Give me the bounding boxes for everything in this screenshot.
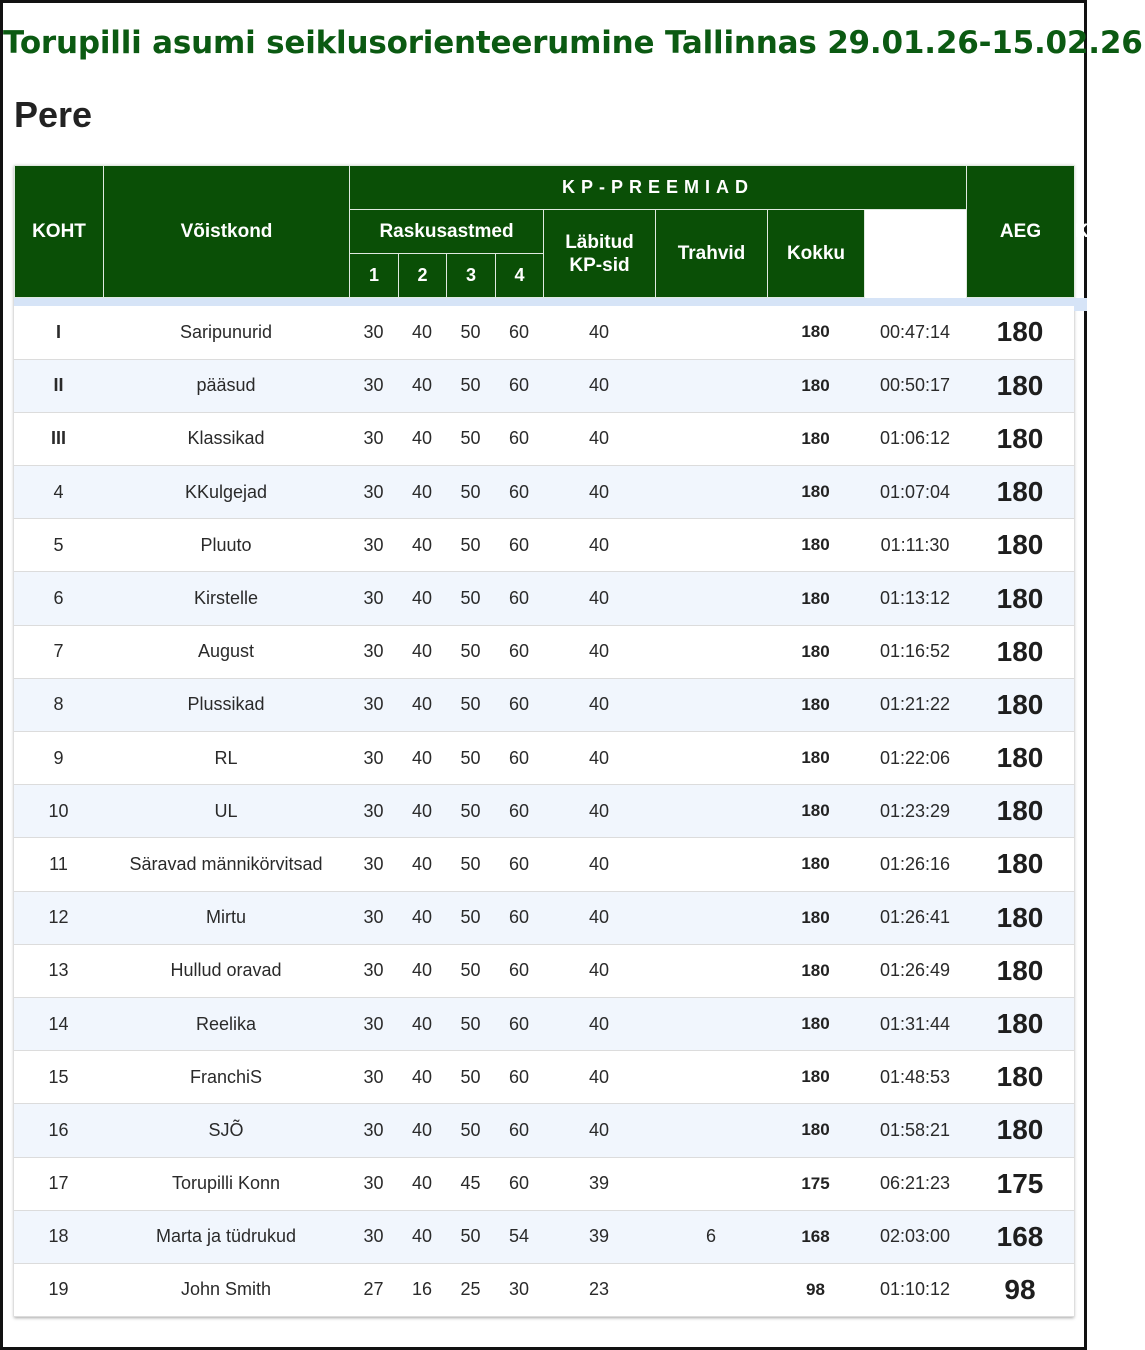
table-row[interactable] [14,1104,1074,1157]
cell-team: Reelika [103,997,349,1050]
cell-place: 10 [14,785,103,838]
cell-place: 13 [14,944,103,997]
cell-level-2: 40 [398,519,446,572]
cell-place: 15 [14,1051,103,1104]
cell-time: 01:26:16 [864,838,966,891]
cell-total: 180 [966,944,1074,997]
cell-time: 01:58:21 [864,1104,966,1157]
cell-kp-total: 180 [767,625,864,678]
cell-penalty [655,997,767,1050]
cell-penalty: 6 [655,1210,767,1263]
cell-place: 8 [14,678,103,731]
cell-level-2: 40 [398,891,446,944]
cell-team: Plussikad [103,678,349,731]
table-row[interactable] [14,997,1074,1050]
cell-time: 01:26:49 [864,944,966,997]
cell-level-3: 50 [446,732,495,785]
cell-kp-total: 180 [767,997,864,1050]
cell-total: 180 [966,838,1074,891]
cell-level-3: 50 [446,519,495,572]
table-row[interactable] [14,1157,1074,1210]
cell-penalty [655,519,767,572]
cell-level-2: 40 [398,678,446,731]
cell-place: 5 [14,519,103,572]
cell-level-1: 30 [349,572,398,625]
cell-completed: 23 [543,1263,655,1316]
cell-kp-total: 180 [767,678,864,731]
cell-place: III [14,412,103,465]
table-row[interactable] [14,891,1074,944]
cell-total: 98 [966,1263,1074,1316]
cell-level-4: 60 [495,944,543,997]
cell-level-4: 60 [495,838,543,891]
header-time[interactable]: AEG [967,166,1075,298]
cell-penalty [655,1263,767,1316]
cell-kp-total: 98 [767,1263,864,1316]
cell-kp-total: 180 [767,519,864,572]
table-row[interactable] [14,412,1074,465]
cell-kp-total: 180 [767,785,864,838]
header-kp-total[interactable]: Kokku [768,210,865,298]
cell-level-3: 50 [446,678,495,731]
cell-total: 168 [966,1210,1074,1263]
cell-completed: 40 [543,891,655,944]
cell-level-4: 60 [495,891,543,944]
cell-level-3: 45 [446,1157,495,1210]
cell-team: August [103,625,349,678]
cell-level-3: 50 [446,625,495,678]
cell-completed: 40 [543,519,655,572]
cell-level-2: 40 [398,412,446,465]
cell-completed: 40 [543,572,655,625]
cell-time: 01:11:30 [864,519,966,572]
cell-completed: 40 [543,944,655,997]
cell-time: 01:26:41 [864,891,966,944]
cell-team: Säravad männikörvitsad [103,838,349,891]
cell-place: 16 [14,1104,103,1157]
cell-total: 180 [966,519,1074,572]
cell-team: pääsud [103,359,349,412]
cell-completed: 39 [543,1210,655,1263]
cell-level-3: 50 [446,572,495,625]
cell-level-1: 30 [349,997,398,1050]
cell-penalty [655,678,767,731]
cell-team: RL [103,732,349,785]
cell-level-2: 40 [398,625,446,678]
cell-penalty [655,1157,767,1210]
cell-time: 01:22:06 [864,732,966,785]
table-row[interactable] [14,785,1074,838]
cell-place: 9 [14,732,103,785]
cell-completed: 40 [543,1051,655,1104]
cell-level-1: 30 [349,359,398,412]
cell-level-1: 30 [349,306,398,359]
cell-level-4: 60 [495,785,543,838]
cell-total: 175 [966,1157,1074,1210]
cell-total: 180 [966,732,1074,785]
cell-kp-total: 180 [767,838,864,891]
cell-total: 180 [966,678,1074,731]
cell-team: Saripunurid [103,306,349,359]
cell-time: 00:47:14 [864,306,966,359]
cell-total: 180 [966,785,1074,838]
cell-kp-total: 175 [767,1157,864,1210]
cell-level-1: 30 [349,732,398,785]
cell-level-1: 30 [349,891,398,944]
cell-team: Torupilli Konn [103,1157,349,1210]
cell-total: 180 [966,359,1074,412]
cell-time: 06:21:23 [864,1157,966,1210]
cell-time: 01:21:22 [864,678,966,731]
cell-penalty [655,1051,767,1104]
cell-level-2: 16 [398,1263,446,1316]
cell-kp-total: 180 [767,732,864,785]
header-difficulty: Raskusastmed [350,210,544,254]
header-level-3[interactable]: 3 [447,254,496,298]
cell-level-1: 30 [349,625,398,678]
table-row[interactable] [14,359,1074,412]
cell-place: 19 [14,1263,103,1316]
cell-penalty [655,785,767,838]
table-row[interactable] [14,732,1074,785]
cell-completed: 40 [543,838,655,891]
cell-team: FranchiS [103,1051,349,1104]
results-body-table [14,306,1074,1317]
cell-level-4: 60 [495,306,543,359]
cell-level-4: 60 [495,519,543,572]
cell-place: 7 [14,625,103,678]
cell-team: Marta ja tüdrukud [103,1210,349,1263]
cell-level-2: 40 [398,785,446,838]
cell-penalty [655,732,767,785]
cell-kp-total: 180 [767,891,864,944]
cell-level-3: 50 [446,838,495,891]
results-table-container [14,165,1145,1317]
header-penalties[interactable]: Trahvid [656,210,768,298]
cell-level-2: 40 [398,1210,446,1263]
cell-level-3: 50 [446,412,495,465]
table-row[interactable] [14,1051,1074,1104]
header-completed[interactable]: Läbitud KP-sid [544,210,656,298]
table-row[interactable] [14,572,1074,625]
page-title: Torupilli asumi seiklusorienteerumine Tallinnas 29.01.26-15.02.26 [3,25,1143,61]
cell-kp-total: 180 [767,1051,864,1104]
cell-time: 01:48:53 [864,1051,966,1104]
cell-level-3: 50 [446,891,495,944]
cell-level-2: 40 [398,1104,446,1157]
cell-level-4: 60 [495,1104,543,1157]
cell-level-3: 50 [446,1104,495,1157]
header-level-2[interactable]: 2 [399,254,447,298]
header-place[interactable]: KOHT [15,166,104,298]
cell-level-3: 50 [446,997,495,1050]
cell-level-1: 30 [349,1104,398,1157]
header-level-4[interactable]: 4 [496,254,544,298]
cell-time: 01:13:12 [864,572,966,625]
cell-kp-total: 180 [767,466,864,519]
cell-time: 01:07:04 [864,466,966,519]
header-team[interactable]: Võistkond [104,166,350,298]
cell-level-1: 30 [349,785,398,838]
category-heading: Pere [14,94,93,135]
cell-level-1: 30 [349,519,398,572]
cell-level-2: 40 [398,1051,446,1104]
cell-level-1: 30 [349,678,398,731]
table-row[interactable] [14,678,1074,731]
cell-completed: 40 [543,412,655,465]
header-kp-awards: KP-PREEMIAD [350,166,967,210]
cell-total: 180 [966,1104,1074,1157]
cell-penalty [655,944,767,997]
cell-time: 00:50:17 [864,359,966,412]
cell-team: SJÕ [103,1104,349,1157]
table-row[interactable] [14,466,1074,519]
cell-level-2: 40 [398,838,446,891]
cell-completed: 40 [543,625,655,678]
cell-team: KKulgejad [103,466,349,519]
cell-place: 17 [14,1157,103,1210]
cell-total: 180 [966,997,1074,1050]
cell-level-3: 50 [446,1210,495,1263]
cell-kp-total: 180 [767,1104,864,1157]
cell-level-3: 25 [446,1263,495,1316]
results-table [14,165,1145,298]
cell-level-4: 60 [495,678,543,731]
cell-level-1: 27 [349,1263,398,1316]
cell-team: UL [103,785,349,838]
table-header: KOHT Võistkond KP-PREEMIAD AEG KOKKU Raskusastmed Läbitud KP-sid Trahvid Kokku 1 2 3 4 [15,166,1075,298]
cell-level-2: 40 [398,306,446,359]
cell-level-1: 30 [349,838,398,891]
cell-level-2: 40 [398,997,446,1050]
cell-kp-total: 180 [767,572,864,625]
cell-total: 180 [966,1051,1074,1104]
cell-team: Pluuto [103,519,349,572]
cell-level-4: 60 [495,997,543,1050]
cell-total: 180 [966,625,1074,678]
cell-level-2: 40 [398,732,446,785]
cell-team: John Smith [103,1263,349,1316]
cell-completed: 40 [543,1104,655,1157]
cell-total: 180 [966,891,1074,944]
cell-completed: 40 [543,306,655,359]
cell-level-1: 30 [349,1051,398,1104]
cell-team: Klassikad [103,412,349,465]
cell-level-2: 40 [398,572,446,625]
cell-level-3: 50 [446,785,495,838]
cell-level-4: 60 [495,359,543,412]
cell-level-1: 30 [349,1210,398,1263]
cell-level-1: 30 [349,466,398,519]
table-row[interactable] [14,944,1074,997]
cell-place: 4 [14,466,103,519]
table-row[interactable] [14,519,1074,572]
cell-kp-total: 168 [767,1210,864,1263]
cell-completed: 40 [543,997,655,1050]
cell-place: 6 [14,572,103,625]
table-row[interactable] [14,838,1074,891]
cell-level-2: 40 [398,944,446,997]
cell-place: II [14,359,103,412]
table-row[interactable] [14,306,1074,359]
cell-level-3: 50 [446,306,495,359]
cell-penalty [655,838,767,891]
cell-place: 18 [14,1210,103,1263]
cell-completed: 40 [543,732,655,785]
cell-level-1: 30 [349,412,398,465]
cell-time: 02:03:00 [864,1210,966,1263]
cell-time: 01:10:12 [864,1263,966,1316]
cell-level-4: 30 [495,1263,543,1316]
cell-level-4: 60 [495,1157,543,1210]
cell-total: 180 [966,306,1074,359]
cell-total: 180 [966,572,1074,625]
table-row[interactable] [14,1210,1074,1263]
cell-level-4: 60 [495,412,543,465]
cell-kp-total: 180 [767,944,864,997]
cell-completed: 39 [543,1157,655,1210]
cell-penalty [655,572,767,625]
cell-level-3: 50 [446,359,495,412]
cell-team: Mirtu [103,891,349,944]
cell-level-1: 30 [349,1157,398,1210]
table-row[interactable] [14,625,1074,678]
cell-completed: 40 [543,785,655,838]
cell-level-4: 54 [495,1210,543,1263]
cell-level-3: 50 [446,466,495,519]
cell-penalty [655,359,767,412]
cell-kp-total: 180 [767,306,864,359]
cell-level-2: 40 [398,466,446,519]
cell-penalty [655,625,767,678]
cell-level-4: 60 [495,625,543,678]
cell-kp-total: 180 [767,359,864,412]
cell-level-4: 60 [495,572,543,625]
cell-completed: 40 [543,466,655,519]
cell-level-2: 40 [398,1157,446,1210]
cell-completed: 40 [543,359,655,412]
table-row[interactable] [14,1263,1074,1316]
cell-level-1: 30 [349,944,398,997]
cell-penalty [655,412,767,465]
cell-place: 12 [14,891,103,944]
cell-time: 01:31:44 [864,997,966,1050]
cell-total: 180 [966,412,1074,465]
cell-level-3: 50 [446,1051,495,1104]
table-body [14,306,1074,1317]
cell-level-2: 40 [398,359,446,412]
cell-level-4: 60 [495,732,543,785]
cell-level-3: 50 [446,944,495,997]
cell-time: 01:16:52 [864,625,966,678]
cell-time: 01:23:29 [864,785,966,838]
cell-penalty [655,306,767,359]
cell-level-4: 60 [495,1051,543,1104]
cell-time: 01:06:12 [864,412,966,465]
cell-kp-total: 180 [767,412,864,465]
cell-penalty [655,891,767,944]
cell-penalty [655,466,767,519]
cell-level-4: 60 [495,466,543,519]
cell-team: Kirstelle [103,572,349,625]
cell-place: I [14,306,103,359]
cell-penalty [655,1104,767,1157]
cell-place: 11 [14,838,103,891]
cell-place: 14 [14,997,103,1050]
header-level-1[interactable]: 1 [350,254,399,298]
cell-completed: 40 [543,678,655,731]
cell-total: 180 [966,466,1074,519]
cell-team: Hullud oravad [103,944,349,997]
